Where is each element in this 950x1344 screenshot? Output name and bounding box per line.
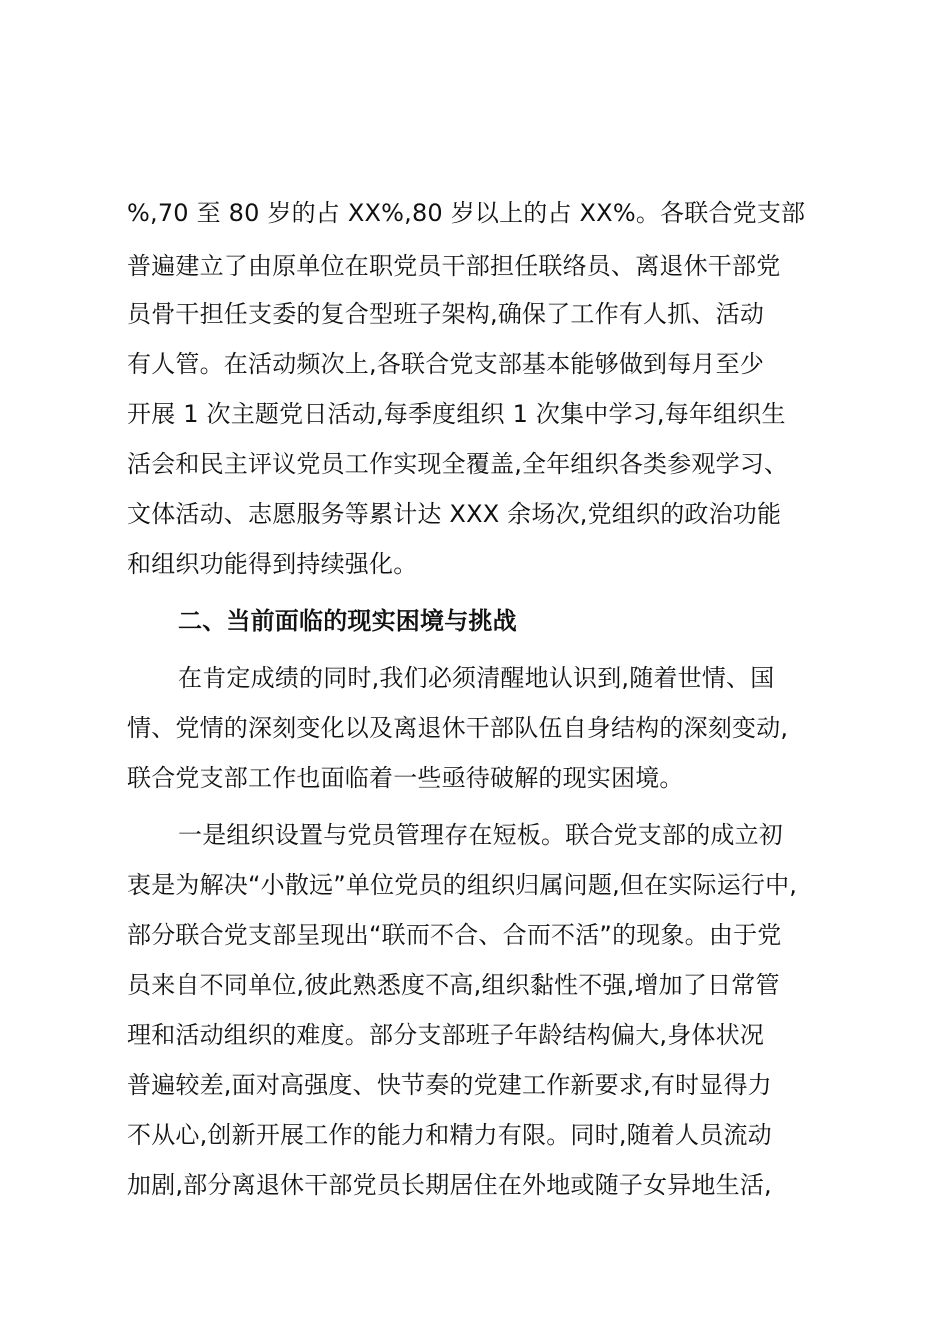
- paragraph-1-line: 和组织功能得到持续强化。: [127, 550, 418, 578]
- paragraph-1-line: 有人管。在活动频次上,各联合党支部基本能够做到每月至少: [127, 350, 765, 378]
- paragraph-1-line: 文体活动、志愿服务等累计达 XXX 余场次,党组织的政治功能: [127, 500, 782, 528]
- paragraph-1-line: 普遍建立了由原单位在职党员干部担任联络员、离退休干部党: [127, 252, 781, 280]
- paragraph-3-line: 员来自不同单位,彼此熟悉度不高,组织黏性不强,增加了日常管: [127, 971, 780, 999]
- paragraph-1-line: 员骨干担任支委的复合型班子架构,确保了工作有人抓、活动: [127, 300, 765, 328]
- paragraph-2-line: 联合党支部工作也面临着一些亟待破解的现实困境。: [127, 764, 684, 792]
- paragraph-2-line: 在肯定成绩的同时,我们必须清醒地认识到,随着世情、国: [178, 664, 775, 692]
- paragraph-3-line: 部分联合党支部呈现出“联而不合、合而不活”的现象。由于党: [127, 921, 782, 949]
- paragraph-3-line: 加剧,部分离退休干部党员长期居住在外地或随子女异地生活,: [127, 1171, 772, 1199]
- paragraph-1-line: %,70 至 80 岁的占 XX%,80 岁以上的占 XX%。各联合党支部: [127, 199, 806, 227]
- paragraph-3-line: 衷是为解决“小散远”单位党员的组织归属问题,但在实际运行中,: [127, 871, 798, 899]
- paragraph-1-line: 活会和民主评议党员工作实现全覆盖,全年组织各类参观学习、: [127, 450, 789, 478]
- paragraph-3-line: 普遍较差,面对高强度、快节奏的党建工作新要求,有时显得力: [127, 1071, 772, 1099]
- paragraph-3-line: 理和活动组织的难度。部分支部班子年龄结构偏大,身体状况: [127, 1021, 765, 1049]
- paragraph-3-line: 一是组织设置与党员管理存在短板。联合党支部的成立初: [178, 821, 783, 849]
- paragraph-1-line: 开展 1 次主题党日活动,每季度组织 1 次集中学习,每年组织生: [127, 400, 786, 428]
- section-heading: 二、当前面临的现实困境与挑战: [178, 607, 517, 635]
- paragraph-3-line: 不从心,创新开展工作的能力和精力有限。同时,随着人员流动: [127, 1121, 772, 1149]
- paragraph-2-line: 情、党情的深刻变化以及离退休干部队伍自身结构的深刻变动,: [127, 714, 789, 742]
